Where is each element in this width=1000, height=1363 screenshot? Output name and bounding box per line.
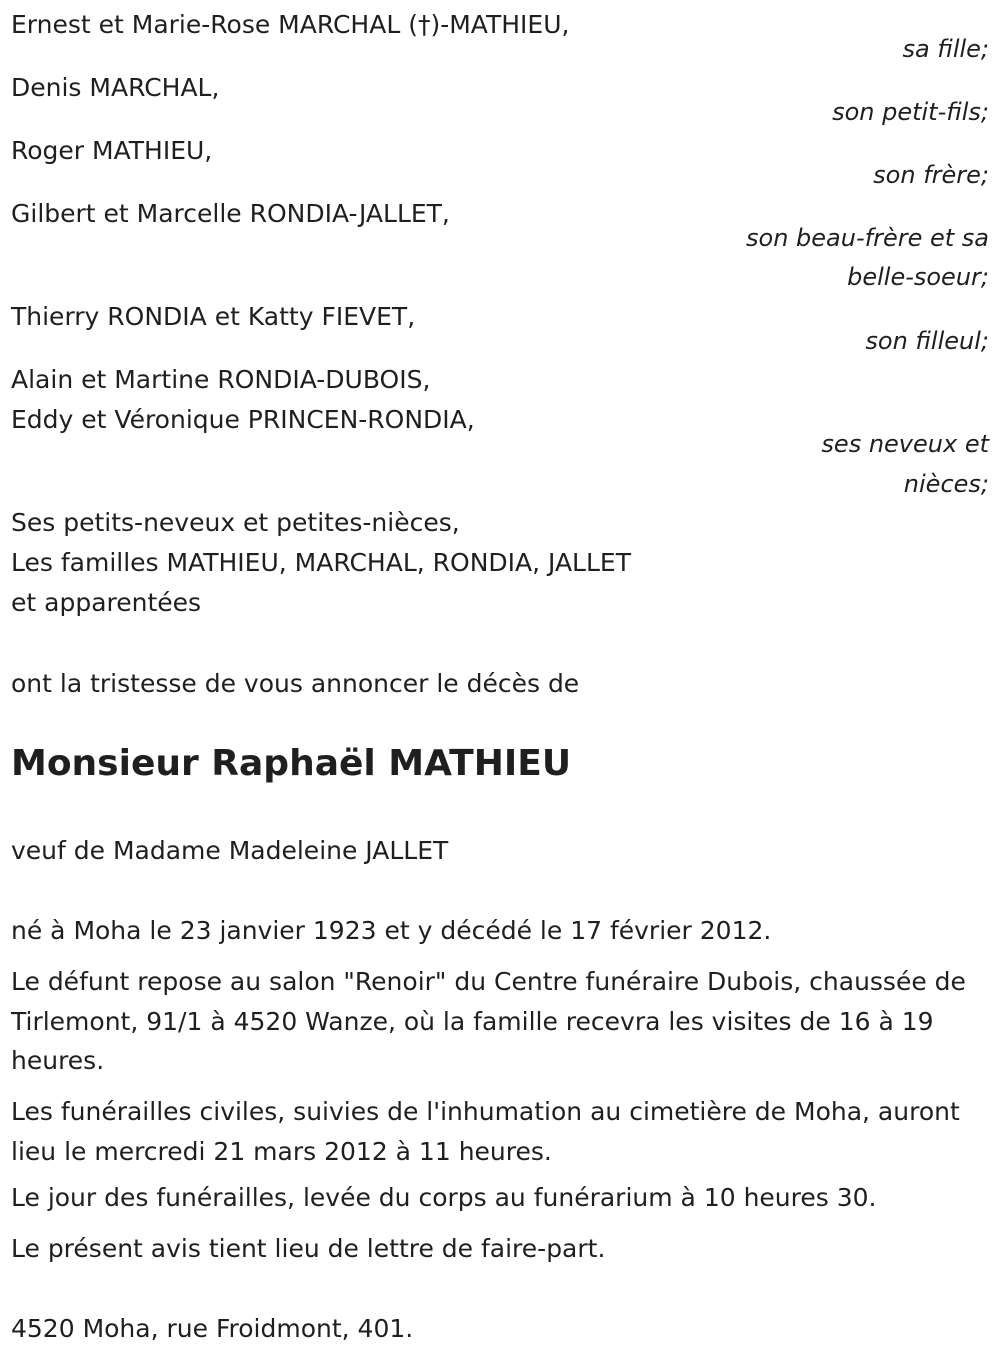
relation-6-line-1: ses neveux et <box>821 430 989 458</box>
relation-6-line-2: nièces; <box>903 470 989 498</box>
notice: Le présent avis tient lieu de lettre de faire-part. <box>11 1234 606 1263</box>
family-member-3: Roger MATHIEU, <box>11 136 213 165</box>
widower-of: veuf de Madame Madeleine JALLET <box>11 836 449 865</box>
family-member-5: Thierry RONDIA et Katty FIEVET, <box>11 302 416 331</box>
funeral-details: Les funérailles civiles, suivies de l'inhumation au cimetière de Moha, auront lieu le mercredi 21 mars 2012 à 11 heures. <box>11 1097 960 1166</box>
other-relatives-line-3: et apparentées <box>11 588 202 617</box>
relation-4-line-1: son beau-frère et sa <box>746 224 989 252</box>
deceased-name: Monsieur Raphaël MATHIEU <box>11 743 572 784</box>
family-member-2: Denis MARCHAL, <box>11 73 220 102</box>
family-member-6a: Alain et Martine RONDIA-DUBOIS, <box>11 365 431 394</box>
relation-1: sa fille; <box>902 35 989 63</box>
family-member-1: Ernest et Marie-Rose MARCHAL (†)-MATHIEU, <box>11 10 570 39</box>
address: 4520 Moha, rue Froidmont, 401. <box>11 1314 414 1343</box>
other-relatives-line-1: Ses petits-neveux et petites-nièces, <box>11 508 460 537</box>
relation-4-line-2: belle-soeur; <box>847 263 989 291</box>
relation-3: son frère; <box>873 161 989 189</box>
family-member-4: Gilbert et Marcelle RONDIA-JALLET, <box>11 199 450 228</box>
birth-death: né à Moha le 23 janvier 1923 et y décédé le 17 février 2012. <box>11 916 772 945</box>
relation-5: son filleul; <box>865 327 989 355</box>
departure-details: Le jour des funérailles, levée du corps au funérarium à 10 heures 30. <box>11 1183 877 1212</box>
relation-2: son petit-fils; <box>832 98 989 126</box>
announcement: ont la tristesse de vous annoncer le décès de <box>11 669 580 698</box>
family-member-6b: Eddy et Véronique PRINCEN-RONDIA, <box>11 405 475 434</box>
other-relatives-line-2: Les familles MATHIEU, MARCHAL, RONDIA, JALLET <box>11 548 631 577</box>
rest-location: Le défunt repose au salon "Renoir" du Centre funéraire Dubois, chaussée de Tirlemont, 91/1 à 4520 Wanze, où la famille recevra les visites de 16 à 19 heures. <box>11 967 966 1075</box>
